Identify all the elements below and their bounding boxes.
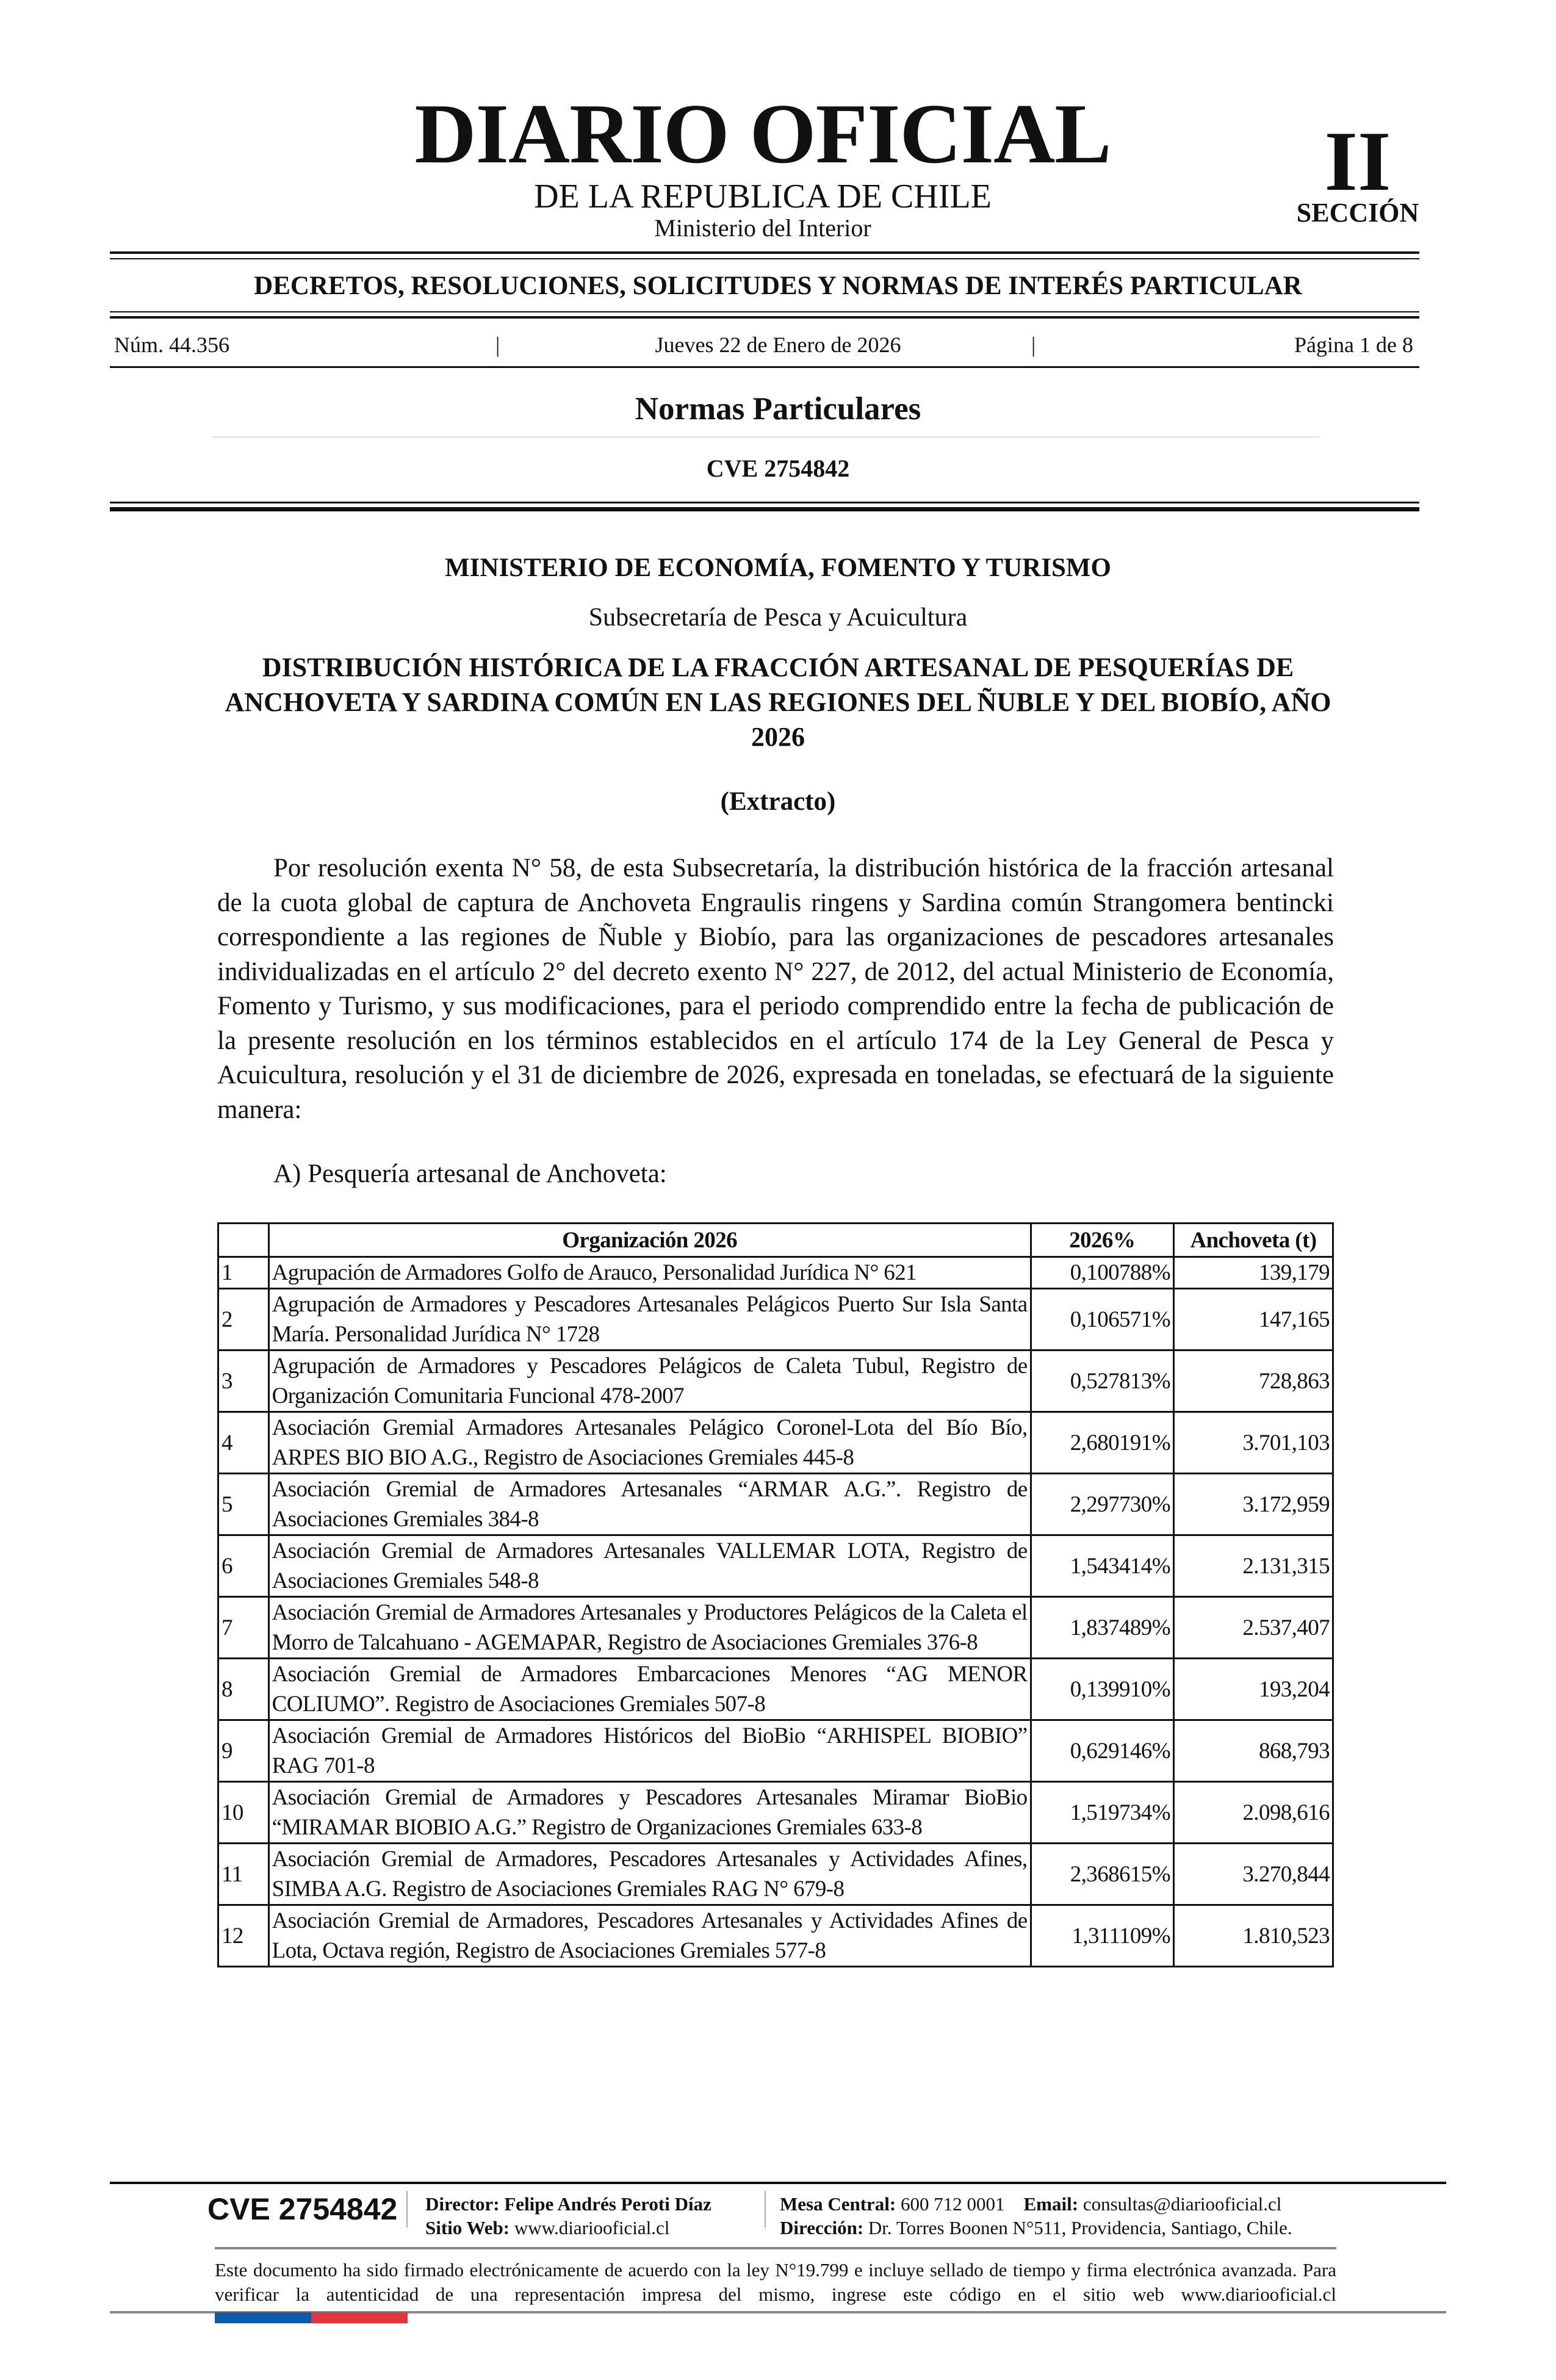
divider [110, 366, 1419, 368]
percent-cell: 2,297730% [1031, 1474, 1173, 1535]
table-row [218, 1782, 1333, 1844]
issuing-ministry: MINISTERIO DE ECONOMÍA, FOMENTO Y TURISMO [445, 554, 1111, 582]
percent-cell: 0,527813% [1031, 1350, 1173, 1412]
phone-label: Mesa Central: [780, 2193, 896, 2215]
issue-number: Núm. 44.356 [114, 333, 229, 357]
table-row [218, 1535, 1333, 1597]
section-band: DECRETOS, RESOLUCIONES, SOLICITUDES Y NORMAS DE INTERÉS PARTICULAR [254, 272, 1302, 300]
newspaper-title: DIARIO OFICIAL [414, 87, 1111, 181]
director-label: Director: [425, 2193, 500, 2215]
tonnes-cell: 3.701,103 [1173, 1412, 1333, 1474]
director-line [425, 2193, 711, 2216]
tonnes-cell: 2.537,407 [1173, 1597, 1333, 1659]
percent-cell: 1,837489% [1031, 1597, 1173, 1659]
tonnes-cell: 2.131,315 [1173, 1535, 1333, 1597]
header-organization: Organización 2026 [268, 1224, 1031, 1257]
subsecretaria: Subsecretaría de Pesca y Acuicultura [588, 604, 968, 632]
address-label: Dirección: [780, 2217, 864, 2238]
table-row [218, 1720, 1333, 1782]
email-label: Email: [1023, 2193, 1079, 2215]
body-paragraph: Por resolución exenta N° 58, de esta Subsecretaría, la distribución histórica de la fracción artesanal de la cuota global de captura de Anchoveta Engraulis ringens y Sardina común Strangomera bentincki correspondiente a las regiones de Ñuble y Biobío, para las organizaciones de pescadores artesanales individualizadas en el artículo 2° del decreto exento N° 227, de 2012, del actual Ministerio de Economía, Fomento y Turismo, y sus modificaciones, para el periodo comprendido entre la fecha de publicación de la presente resolución en los términos establecidos en el artículo 174 de la Ley General de Pesca y Acuicultura, resolución y el 31 de diciembre de 2026, expresada en toneladas, se efectuará de la siguiente manera: [217, 854, 1334, 1124]
percent-cell: 2,680191% [1031, 1412, 1173, 1474]
percent-cell: 0,100788% [1031, 1257, 1173, 1289]
organization-cell: Asociación Gremial de Armadores, Pescadores Artesanales y Actividades Afines, SIMBA A.G. Registro de Asociaciones Gremiales RAG N° 679-8 [268, 1844, 1031, 1905]
tonnes-cell: 868,793 [1173, 1720, 1333, 1782]
divider [215, 2247, 1336, 2249]
divider [406, 2191, 408, 2227]
divider [110, 316, 1419, 319]
organization-cell: Asociación Gremial de Armadores Embarcaciones Menores “AG MENOR COLIUMO”. Registro de Asociaciones Gremiales 507-8 [268, 1659, 1031, 1720]
flag-stripe-red [311, 2312, 408, 2323]
contact-line [780, 2193, 1281, 2216]
flag-stripe-blue [215, 2312, 311, 2323]
divider [110, 507, 1419, 511]
address-line [780, 2216, 1292, 2240]
percent-cell: 0,106571% [1031, 1289, 1173, 1350]
row-number: 10 [218, 1782, 269, 1844]
row-number: 1 [218, 1257, 269, 1289]
tonnes-cell: 728,863 [1173, 1350, 1333, 1412]
row-number: 8 [218, 1659, 269, 1720]
ministry-line: Ministerio del Interior [654, 214, 871, 242]
percent-cell: 1,311109% [1031, 1905, 1173, 1967]
header-tonnes: Anchoveta (t) [1173, 1224, 1333, 1257]
organization-cell: Asociación Gremial Armadores Artesanales Pelágico Coronel-Lota del Bío Bío, ARPES BIO BIO A.G., Registro de Asociaciones Gremiales 445-8 [268, 1412, 1031, 1474]
table-row [218, 1350, 1333, 1412]
website-label: Sitio Web: [425, 2217, 510, 2238]
tonnes-cell: 2.098,616 [1173, 1782, 1333, 1844]
organization-cell: Agrupación de Armadores Golfo de Arauco, Personalidad Jurídica N° 621 [268, 1257, 1031, 1289]
section-label: SECCIÓN [1296, 198, 1419, 228]
organization-cell: Asociación Gremial de Armadores y Pescadores Artesanales Miramar BioBio “MIRAMAR BIOBIO A.G.” Registro de Organizaciones Gremiales 633-8 [268, 1782, 1031, 1844]
newspaper-subtitle: DE LA REPUBLICA DE CHILE [534, 178, 992, 215]
divider [765, 2191, 766, 2227]
organization-cell: Asociación Gremial de Armadores Artesanales “ARMAR A.G.”. Registro de Asociaciones Gremiales 384-8 [268, 1474, 1031, 1535]
table-row [218, 1289, 1333, 1350]
row-number: 4 [218, 1412, 269, 1474]
anchoveta-distribution-table [217, 1222, 1334, 1967]
legal-notice: Este documento ha sido firmado electrónicamente de acuerdo con la ley N°19.799 e incluye sellado de tiempo y firma electrónica avanzada. Para verificar la autenticidad de una representación impresa del mismo, ingrese este código en el sitio web www.diariooficial.cl [215, 2259, 1336, 2305]
tonnes-cell: 3.270,844 [1173, 1844, 1333, 1905]
percent-cell: 1,543414% [1031, 1535, 1173, 1597]
table-row [218, 1905, 1333, 1967]
phone-number: 600 712 0001 [901, 2193, 1005, 2215]
tonnes-cell: 139,179 [1173, 1257, 1333, 1289]
cve-code: CVE 2754842 [706, 455, 850, 482]
document-title: DISTRIBUCIÓN HISTÓRICA DE LA FRACCIÓN ARTESANAL DE PESQUERÍAS DE ANCHOVETA Y SARDINA COMÚN EN LAS REGIONES DEL ÑUBLE Y DEL BIOBÍO, AÑO 2026 [225, 652, 1331, 752]
website-link[interactable]: www.diariooficial.cl [514, 2217, 670, 2238]
divider [110, 2182, 1446, 2184]
organization-cell: Asociación Gremial de Armadores Artesanales VALLEMAR LOTA, Registro de Asociaciones Gremiales 548-8 [268, 1535, 1031, 1597]
director-name: Felipe Andrés Peroti Díaz [504, 2193, 711, 2215]
table-row [218, 1412, 1333, 1474]
tonnes-cell: 147,165 [1173, 1289, 1333, 1350]
organization-cell: Asociación Gremial de Armadores Históricos del BioBio “ARHISPEL BIOBIO” RAG 701-8 [268, 1720, 1031, 1782]
header-number [218, 1224, 269, 1257]
row-number: 9 [218, 1720, 269, 1782]
divider [110, 502, 1419, 503]
row-number: 7 [218, 1597, 269, 1659]
table-header-row [218, 1224, 1333, 1257]
address: Dr. Torres Boonen N°511, Providencia, Santiago, Chile. [868, 2217, 1292, 2238]
organization-cell: Agrupación de Armadores y Pescadores Pelágicos de Caleta Tubul, Registro de Organización Comunitaria Funcional 478-2007 [268, 1350, 1031, 1412]
row-number: 5 [218, 1474, 269, 1535]
percent-cell: 2,368615% [1031, 1844, 1173, 1905]
table-row [218, 1597, 1333, 1659]
tonnes-cell: 193,204 [1173, 1659, 1333, 1720]
website-line [425, 2216, 669, 2240]
header-percent: 2026% [1031, 1224, 1173, 1257]
category-heading: Normas Particulares [635, 391, 921, 427]
organization-cell: Asociación Gremial de Armadores, Pescadores Artesanales y Actividades Afines de Lota, Octava región, Registro de Asociaciones Gremiales 577-8 [268, 1905, 1031, 1967]
extract-label: (Extracto) [720, 787, 836, 816]
issue-date: Jueves 22 de Enero de 2026 [655, 333, 901, 357]
page-indicator: Página 1 de 8 [1294, 333, 1413, 357]
section-number: II [1324, 114, 1391, 209]
email-link[interactable]: consultas@diariooficial.cl [1082, 2193, 1282, 2215]
row-number: 11 [218, 1844, 269, 1905]
row-number: 2 [218, 1289, 269, 1350]
tonnes-cell: 3.172,959 [1173, 1474, 1333, 1535]
separator: | [1031, 333, 1036, 357]
percent-cell: 1,519734% [1031, 1782, 1173, 1844]
tonnes-cell: 1.810,523 [1173, 1905, 1333, 1967]
organization-cell: Agrupación de Armadores y Pescadores Artesanales Pelágicos Puerto Sur Isla Santa María. Personalidad Jurídica N° 1728 [268, 1289, 1031, 1350]
footer-cve: CVE 2754842 [207, 2192, 398, 2226]
row-number: 6 [218, 1535, 269, 1597]
divider [212, 436, 1319, 438]
divider [110, 251, 1419, 254]
divider [110, 258, 1419, 259]
section-a-heading: A) Pesquería artesanal de Anchoveta: [273, 1159, 667, 1188]
divider [110, 311, 1419, 312]
row-number: 12 [218, 1905, 269, 1967]
organization-cell: Asociación Gremial de Armadores Artesanales y Productores Pelágicos de la Caleta el Morro de Talcahuano - AGEMAPAR, Registro de Asociaciones Gremiales 376-8 [268, 1597, 1031, 1659]
table-row [218, 1659, 1333, 1720]
percent-cell: 0,629146% [1031, 1720, 1173, 1782]
table-row [218, 1474, 1333, 1535]
table-row [218, 1257, 1333, 1289]
separator: | [495, 333, 500, 357]
percent-cell: 0,139910% [1031, 1659, 1173, 1720]
table-row [218, 1844, 1333, 1905]
row-number: 3 [218, 1350, 269, 1412]
